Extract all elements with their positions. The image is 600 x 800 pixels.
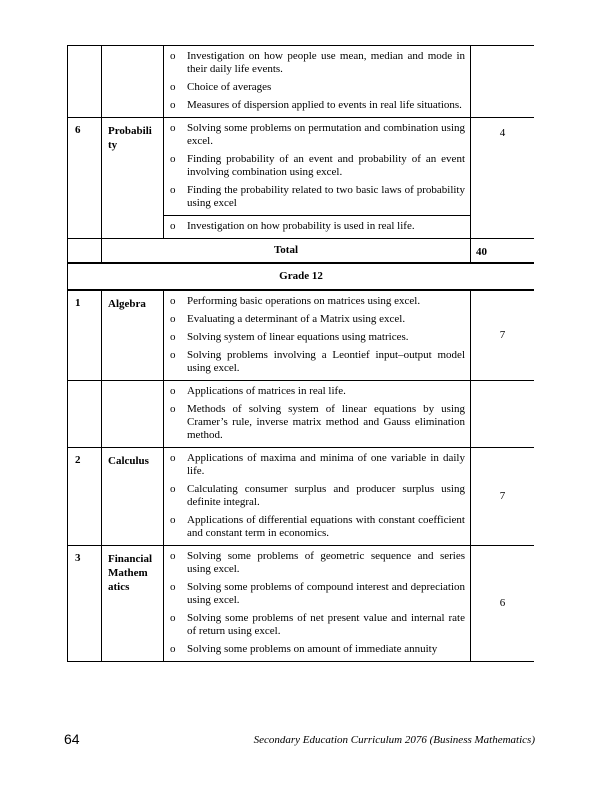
bullet-icon: o <box>170 349 176 361</box>
list-item: o Solving some problems of compound interest and depreciation using excel. <box>170 581 465 606</box>
bullet-list <box>164 546 470 661</box>
bullet-icon: o <box>170 452 176 464</box>
list-item: o Applications of matrices in real life. <box>170 385 346 397</box>
bullet-icon: o <box>170 122 176 134</box>
running-footer-title: Secondary Education Curriculum 2076 (Business Mathematics) <box>253 734 535 746</box>
content-cell <box>164 448 471 546</box>
bullet-icon: o <box>170 550 176 562</box>
list-item: o Calculating consumer surplus and producer surplus using definite integral. <box>170 483 465 508</box>
bullet-icon: o <box>170 153 176 165</box>
sn-cell <box>68 381 102 448</box>
list-item: o Measures of dispersion applied to events in real life situations. <box>170 99 462 111</box>
list-item: o Investigation on how people use mean, median and mode in their daily life events. <box>170 50 465 75</box>
content-cell <box>164 216 471 239</box>
hours-cell: 4 <box>471 118 535 239</box>
sn-cell: 3 <box>68 546 102 662</box>
table-row-algebra <box>68 290 535 381</box>
topic-cell <box>102 381 164 448</box>
bullet-icon: o <box>170 385 176 397</box>
table-row-statistics-continued <box>68 46 535 118</box>
table-row-total <box>68 239 535 264</box>
list-item: o Solving some problems on permutation and combination using excel. <box>170 122 465 147</box>
content-cell <box>164 546 471 662</box>
bullet-list <box>164 381 470 447</box>
sn-cell <box>68 239 102 264</box>
topic-cell: Probabili ty <box>102 118 164 239</box>
bullet-list <box>164 448 470 545</box>
bullet-icon: o <box>170 81 176 93</box>
table-row-financial-mathematics <box>68 546 535 662</box>
bullet-list <box>164 291 470 380</box>
content-cell <box>164 46 471 118</box>
content-cell <box>164 381 471 448</box>
list-item: o Performing basic operations on matrices using excel. <box>170 295 421 307</box>
sn-cell: 6 <box>68 118 102 239</box>
topic-cell: Financial Mathem atics <box>102 546 164 662</box>
bullet-icon: o <box>170 483 176 495</box>
sn-cell <box>68 46 102 118</box>
bullet-icon: o <box>170 50 176 62</box>
sn-cell: 1 <box>68 290 102 381</box>
list-item: o Finding probability of an event and probability of an event involving combination using excel. <box>170 153 465 178</box>
bullet-icon: o <box>170 184 176 196</box>
list-item: o Choice of averages <box>170 81 272 93</box>
topic-cell: Calculus <box>102 448 164 546</box>
curriculum-table <box>67 45 534 662</box>
bullet-icon: o <box>170 313 176 325</box>
grade-heading: Grade 12 <box>68 263 535 290</box>
hours-cell <box>471 381 535 448</box>
bullet-list <box>164 46 470 117</box>
bullet-list <box>164 118 470 215</box>
sn-cell: 2 <box>68 448 102 546</box>
bullet-icon: o <box>170 581 176 593</box>
list-item: o Solving system of linear equations using matrices. <box>170 331 409 343</box>
hours-cell: 6 <box>471 546 535 662</box>
list-item: o Applications of differential equations with constant coefficient and constant term in economics. <box>170 514 465 539</box>
content-cell <box>164 290 471 381</box>
list-item: o Applications of maxima and minima of one variable in daily life. <box>170 452 465 477</box>
bullet-icon: o <box>170 514 176 526</box>
list-item: o Evaluating a determinant of a Matrix using excel. <box>170 313 406 325</box>
total-label: Total <box>102 239 471 264</box>
list-item: o Investigation on how probability is used in real life. <box>170 220 415 232</box>
table-row-probability <box>68 118 535 216</box>
bullet-icon: o <box>170 220 176 232</box>
list-item: o Solving some problems of net present value and internal rate of return using excel. <box>170 612 465 637</box>
list-item: o Methods of solving system of linear equations by using Cramer’s rule, inverse matrix method and Gauss elimination method. <box>170 403 465 441</box>
bullet-icon: o <box>170 643 176 655</box>
list-item: o Solving some problems of geometric sequence and series using excel. <box>170 550 465 575</box>
bullet-icon: o <box>170 99 176 111</box>
list-item: o Solving problems involving a Leontief input–output model using excel. <box>170 349 465 374</box>
list-item: o Solving some problems on amount of immediate annuity <box>170 643 438 655</box>
bullet-icon: o <box>170 612 176 624</box>
bullet-list <box>164 216 470 238</box>
page-number: 64 <box>64 731 80 747</box>
table-row-grade-header <box>68 263 535 290</box>
bullet-icon: o <box>170 331 176 343</box>
bullet-icon: o <box>170 403 176 415</box>
hours-cell: 7 <box>471 290 535 381</box>
table-row-algebra-applications <box>68 381 535 448</box>
hours-cell: 7 <box>471 448 535 546</box>
content-cell <box>164 118 471 216</box>
hours-cell <box>471 46 535 118</box>
list-item: o Finding the probability related to two basic laws of probability using excel <box>170 184 465 209</box>
bullet-icon: o <box>170 295 176 307</box>
curriculum-table-container <box>67 45 534 710</box>
table-row-calculus <box>68 448 535 546</box>
topic-cell <box>102 46 164 118</box>
topic-cell: Algebra <box>102 290 164 381</box>
total-value: 40 <box>471 239 535 264</box>
